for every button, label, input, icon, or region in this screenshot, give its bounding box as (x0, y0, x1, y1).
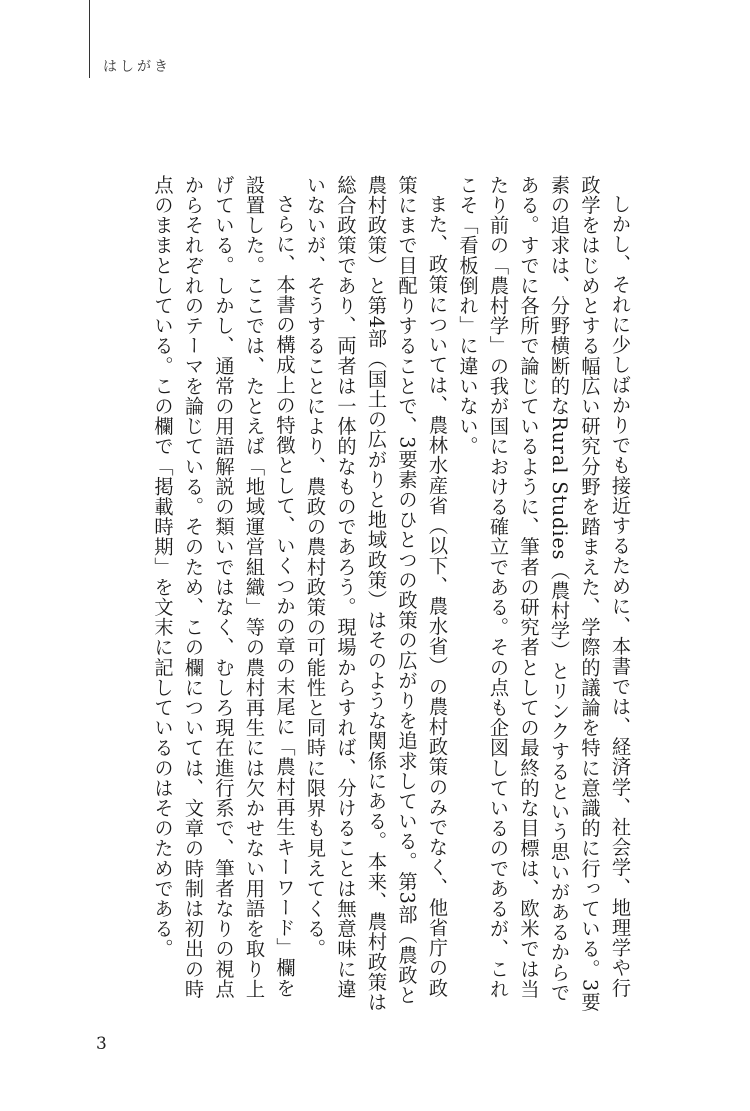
paragraph-3: さらに、本書の構成上の特徴として、いくつかの章の末尾に「農村再生キーワード」欄を設置した。ここでは、たとえば「地域運営組織」等の農村再生には欠かせない用語を取り上げている。しかし、通常の用語解説の類いではなく、むしろ現在進行系で、筆者なりの視点からそれぞれのテーマを論じている。そのため、この欄については、文章の時制は初出の時点のままとしている。この欄で「掲載時期」を文末に記しているのはそのためである。 (151, 175, 297, 1000)
paragraph-1: しかし、それに少しばかりでも接近するために、本書では、経済学、社会学、地理学や行政学をはじめとする幅広い研究分野を踏まえた、学際的議論を特に意識的に行っている。3要素の追求は、分野横断的なRural Studies（農村学）とリンクするという思いがあるからである。すでに各所で論じているように、筆者の研究者としての最終的な目標は、欧米では当たり前の「農村学」の我が国における確立である。その点も企図しているのであるが、これこそ「看板倒れ」に違いない。 (456, 175, 632, 1013)
running-head: はしがき (103, 59, 171, 75)
paragraph-2: また、政策については、農林水産省（以下、農水省）の農村政策のみでなく、他省庁の政策にまで目配りすることで、3要素のひとつの政策の広がりを追求している。第3部（農政と農村政策）と第4部（国土の広がりと地域政策）はそのような関係にある。本来、農村政策は総合政策であり、両者は一体的なものであろう。現場からすれば、分けることは無意味に違いないが、そうすることにより、農政の農村政策の可能性と同時に限界も見えてくる。 (304, 175, 449, 1013)
header-rule (89, 0, 90, 78)
body-text (95, 175, 635, 1015)
page-number: 3 (96, 1034, 107, 1054)
